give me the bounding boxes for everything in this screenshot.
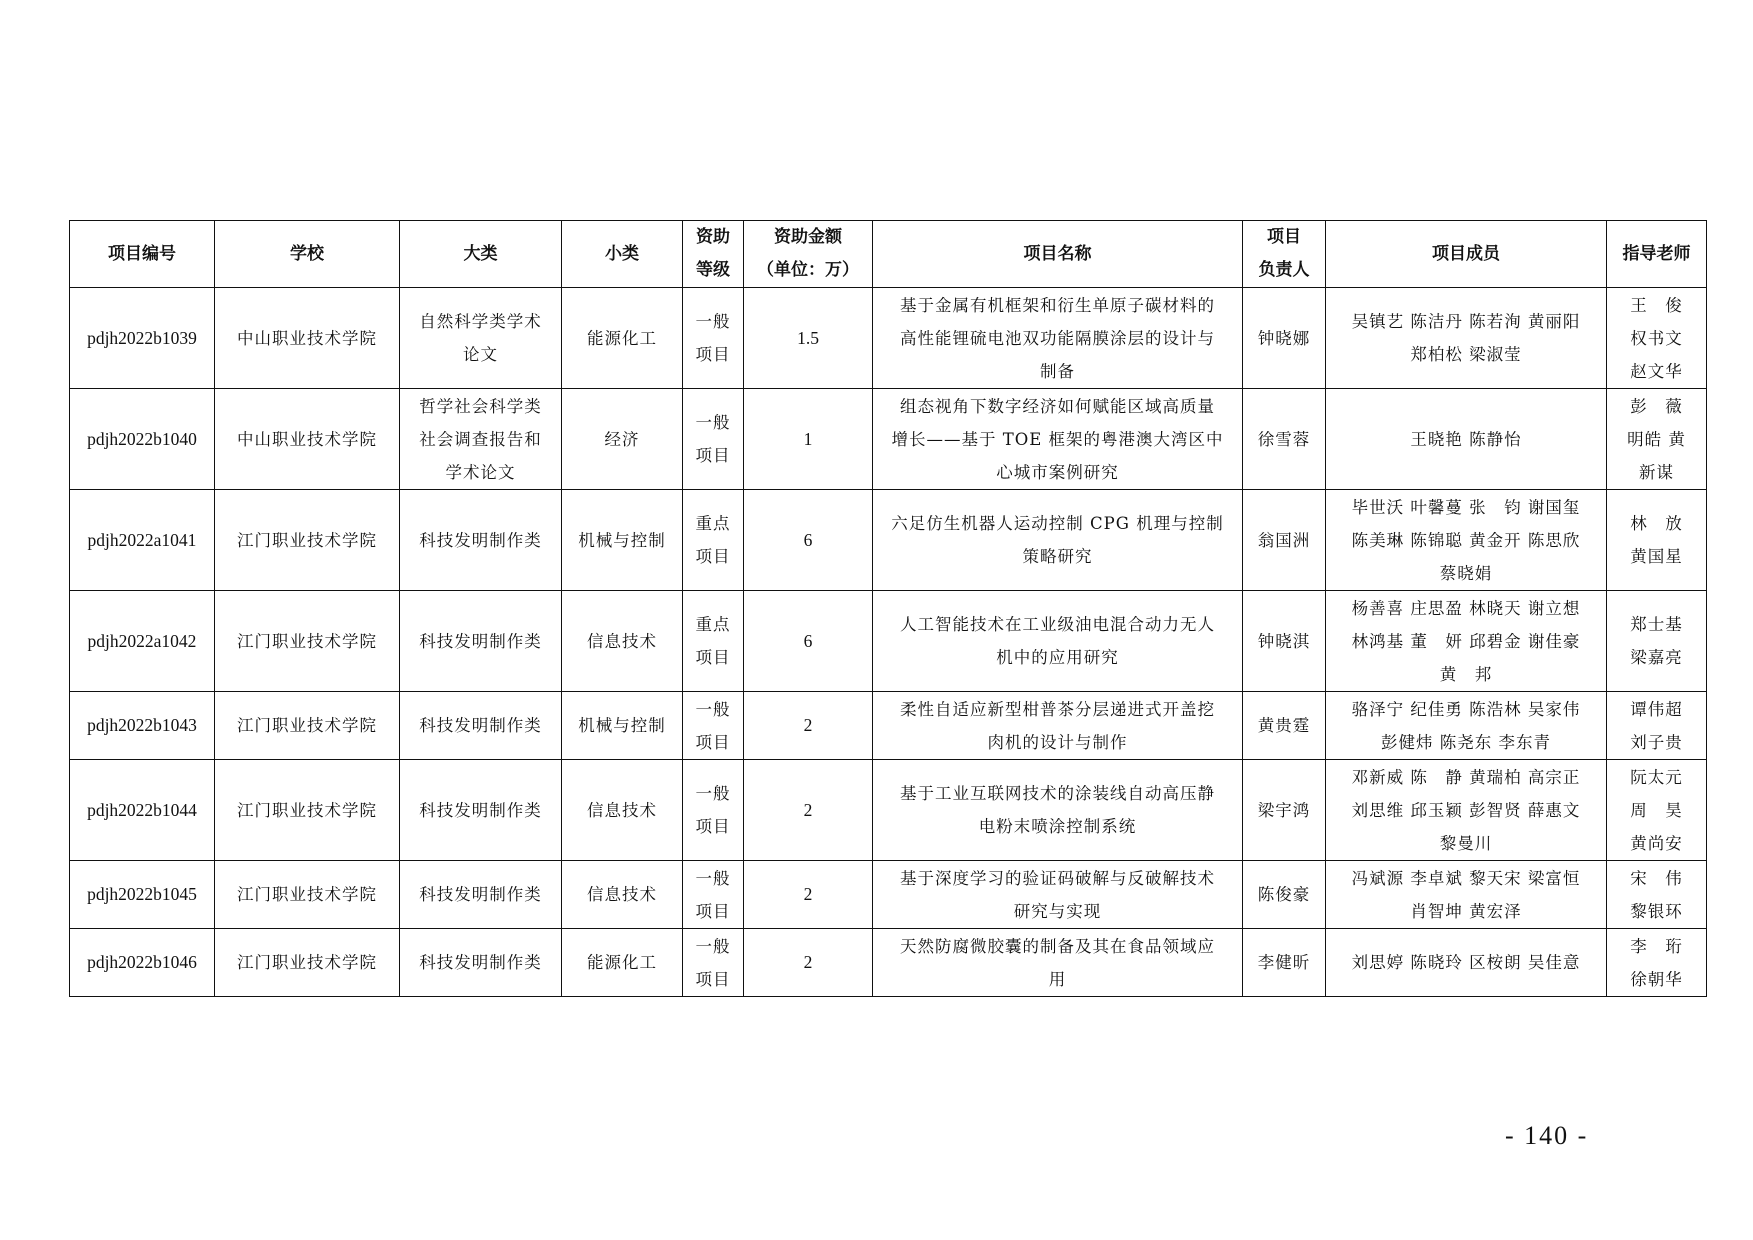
cell-amount: 6 (744, 591, 873, 692)
cell-members: 王晓艳 陈静怡 (1326, 389, 1607, 490)
cell-id: pdjh2022b1043 (70, 692, 215, 760)
cell-project-name: 基于金属有机框架和衍生单原子碳材料的 高性能锂硫电池双功能隔膜涂层的设计与 制备 (873, 288, 1243, 389)
cell-project-name: 六足仿生机器人运动控制 CPG 机理与控制 策略研究 (873, 490, 1243, 591)
cell-project-name: 柔性自适应新型柑普茶分层递进式开盖挖 肉机的设计与制作 (873, 692, 1243, 760)
cell-advisors: 李 珩 徐朝华 (1607, 929, 1707, 997)
cell-amount: 6 (744, 490, 873, 591)
cell-id: pdjh2022b1046 (70, 929, 215, 997)
cell-members: 杨善喜 庄思盈 林晓天 谢立想 林鸿基 董 妍 邱碧金 谢佳豪 黄 邦 (1326, 591, 1607, 692)
cell-members: 吴镇艺 陈洁丹 陈若洵 黄丽阳 郑柏松 梁淑莹 (1326, 288, 1607, 389)
header-amount: 资助金额 （单位：万） (744, 221, 873, 288)
cell-advisors: 王 俊 权书文 赵文华 (1607, 288, 1707, 389)
cell-subcategory: 机械与控制 (562, 692, 683, 760)
cell-leader: 翁国洲 (1243, 490, 1326, 591)
table-row (70, 861, 1707, 929)
cell-category: 科技发明制作类 (400, 760, 562, 861)
cell-leader: 梁宇鸿 (1243, 760, 1326, 861)
cell-leader: 李健昕 (1243, 929, 1326, 997)
cell-category: 哲学社会科学类 社会调查报告和 学术论文 (400, 389, 562, 490)
cell-members: 邓新威 陈 静 黄瑞柏 高宗正 刘思维 邱玉颖 彭智贤 薛惠文 黎曼川 (1326, 760, 1607, 861)
cell-amount: 2 (744, 692, 873, 760)
cell-amount: 2 (744, 760, 873, 861)
cell-subcategory: 信息技术 (562, 861, 683, 929)
cell-id: pdjh2022b1040 (70, 389, 215, 490)
cell-amount: 1 (744, 389, 873, 490)
header-members: 项目成员 (1326, 221, 1607, 288)
table-row (70, 490, 1707, 591)
cell-level: 一般 项目 (683, 760, 744, 861)
header-leader: 项目 负责人 (1243, 221, 1326, 288)
cell-school: 中山职业技术学院 (215, 288, 400, 389)
cell-school: 中山职业技术学院 (215, 389, 400, 490)
project-table (69, 220, 1707, 997)
cell-category: 科技发明制作类 (400, 591, 562, 692)
cell-level: 一般 项目 (683, 861, 744, 929)
cell-level: 一般 项目 (683, 929, 744, 997)
cell-subcategory: 经济 (562, 389, 683, 490)
cell-leader: 钟晓淇 (1243, 591, 1326, 692)
cell-leader: 钟晓娜 (1243, 288, 1326, 389)
cell-members: 骆泽宁 纪佳勇 陈浩林 吴家伟 彭健炜 陈尧东 李东青 (1326, 692, 1607, 760)
header-category: 大类 (400, 221, 562, 288)
table-row (70, 929, 1707, 997)
cell-category: 自然科学类学术 论文 (400, 288, 562, 389)
cell-subcategory: 信息技术 (562, 760, 683, 861)
header-advisors: 指导老师 (1607, 221, 1707, 288)
header-id: 项目编号 (70, 221, 215, 288)
header-name: 项目名称 (873, 221, 1243, 288)
cell-level: 重点 项目 (683, 591, 744, 692)
cell-members: 刘思婷 陈晓玲 区桉朗 吴佳意 (1326, 929, 1607, 997)
cell-level: 一般 项目 (683, 389, 744, 490)
cell-amount: 2 (744, 861, 873, 929)
cell-subcategory: 信息技术 (562, 591, 683, 692)
header-school: 学校 (215, 221, 400, 288)
table-row (70, 591, 1707, 692)
cell-project-name: 基于深度学习的验证码破解与反破解技术 研究与实现 (873, 861, 1243, 929)
cell-category: 科技发明制作类 (400, 861, 562, 929)
cell-level: 一般 项目 (683, 288, 744, 389)
header-subcategory: 小类 (562, 221, 683, 288)
table-row (70, 760, 1707, 861)
cell-members: 毕世沃 叶馨蔓 张 钧 谢国玺 陈美琳 陈锦聪 黄金开 陈思欣 蔡晓娟 (1326, 490, 1607, 591)
cell-advisors: 林 放 黄国星 (1607, 490, 1707, 591)
cell-amount: 2 (744, 929, 873, 997)
header-level: 资助 等级 (683, 221, 744, 288)
cell-id: pdjh2022a1042 (70, 591, 215, 692)
cell-category: 科技发明制作类 (400, 692, 562, 760)
cell-advisors: 彭 薇 明皓 黄 新谋 (1607, 389, 1707, 490)
cell-project-name: 天然防腐微胶囊的制备及其在食品领域应 用 (873, 929, 1243, 997)
cell-project-name: 人工智能技术在工业级油电混合动力无人 机中的应用研究 (873, 591, 1243, 692)
cell-school: 江门职业技术学院 (215, 861, 400, 929)
cell-id: pdjh2022a1041 (70, 490, 215, 591)
cell-members: 冯斌源 李卓斌 黎天宋 梁富恒 肖智坤 黄宏泽 (1326, 861, 1607, 929)
page-number: - 140 - (1505, 1121, 1589, 1150)
cell-project-name: 基于工业互联网技术的涂装线自动高压静 电粉末喷涂控制系统 (873, 760, 1243, 861)
cell-school: 江门职业技术学院 (215, 760, 400, 861)
table-row (70, 288, 1707, 389)
table-row (70, 389, 1707, 490)
cell-id: pdjh2022b1044 (70, 760, 215, 861)
cell-project-name: 组态视角下数字经济如何赋能区域高质量 增长——基于 TOE 框架的粤港澳大湾区中 心城市案例研究 (873, 389, 1243, 490)
cell-level: 重点 项目 (683, 490, 744, 591)
cell-subcategory: 能源化工 (562, 288, 683, 389)
cell-advisors: 谭伟超 刘子贵 (1607, 692, 1707, 760)
cell-category: 科技发明制作类 (400, 929, 562, 997)
cell-level: 一般 项目 (683, 692, 744, 760)
cell-id: pdjh2022b1045 (70, 861, 215, 929)
cell-id: pdjh2022b1039 (70, 288, 215, 389)
cell-leader: 徐雪蓉 (1243, 389, 1326, 490)
cell-school: 江门职业技术学院 (215, 591, 400, 692)
cell-leader: 黄贵霆 (1243, 692, 1326, 760)
header-row (70, 221, 1707, 288)
cell-advisors: 郑士基 梁嘉亮 (1607, 591, 1707, 692)
cell-amount: 1.5 (744, 288, 873, 389)
cell-advisors: 宋 伟 黎银环 (1607, 861, 1707, 929)
cell-advisors: 阮太元 周 昊 黄尚安 (1607, 760, 1707, 861)
cell-subcategory: 能源化工 (562, 929, 683, 997)
cell-school: 江门职业技术学院 (215, 929, 400, 997)
table-row (70, 692, 1707, 760)
cell-subcategory: 机械与控制 (562, 490, 683, 591)
cell-school: 江门职业技术学院 (215, 490, 400, 591)
cell-leader: 陈俊豪 (1243, 861, 1326, 929)
cell-category: 科技发明制作类 (400, 490, 562, 591)
cell-school: 江门职业技术学院 (215, 692, 400, 760)
